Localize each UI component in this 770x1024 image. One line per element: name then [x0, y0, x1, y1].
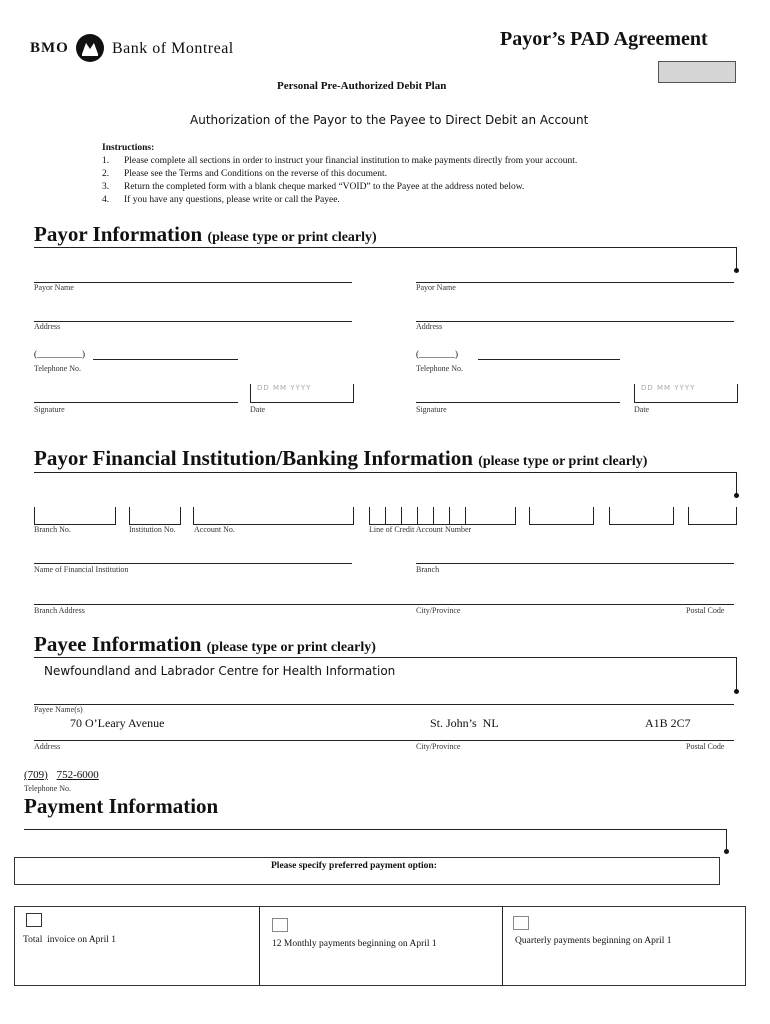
- field-line: [416, 563, 734, 564]
- section-divider: [736, 657, 737, 691]
- payee-phone[interactable]: [24, 769, 99, 781]
- financial-institution-label: Name of Financial Institution: [34, 565, 129, 574]
- payee-name-label: Payee Name(s): [34, 705, 83, 714]
- telephone-label-1: Telephone No.: [34, 364, 81, 373]
- payor-section-title: Payor Information (please type or print clearly): [34, 222, 377, 246]
- payee-telephone-label: Telephone No.: [24, 784, 71, 793]
- institution-number-field[interactable]: [129, 507, 181, 525]
- signature-line: [416, 402, 620, 403]
- financial-institution-input[interactable]: [34, 549, 352, 563]
- bmo-wordmark: BMO: [30, 40, 69, 56]
- area-code-field-2[interactable]: (________): [416, 349, 458, 359]
- payee-postal-label: Postal Code: [686, 742, 725, 751]
- branch-input[interactable]: [416, 549, 734, 563]
- monthly-payments-label: 12 Monthly payments beginning on April 1: [272, 939, 437, 949]
- date-placeholder-2: DD MM YYYY: [641, 384, 696, 392]
- payor-name-label-1: Payor Name: [34, 283, 74, 292]
- instructions-heading: Instructions:: [102, 143, 155, 153]
- section-end-dot: [734, 268, 739, 273]
- line-of-credit-field[interactable]: [369, 507, 734, 524]
- payor-name-input-2[interactable]: [416, 268, 734, 282]
- bmo-logo: [30, 34, 260, 64]
- payment-option[interactable]: [15, 907, 259, 985]
- payor-name-input-1[interactable]: [34, 268, 352, 282]
- section-end-dot: [734, 689, 739, 694]
- field-line: [34, 321, 352, 322]
- payment-option[interactable]: [260, 907, 502, 985]
- branch-number-field[interactable]: [34, 507, 116, 525]
- branch-label: Branch: [416, 565, 440, 574]
- quarterly-payments-label: Quarterly payments beginning on April 1: [515, 936, 672, 946]
- payee-name-value[interactable]: Newfoundland and Labrador Centre for Health Information: [44, 664, 396, 678]
- section-divider: [34, 657, 736, 658]
- signature-label-1: Signature: [34, 405, 65, 414]
- instruction-item: 2. Please see the Terms and Conditions on the reverse of this document.: [102, 169, 387, 179]
- payee-phone-number: 752-6000: [56, 769, 99, 781]
- payee-city-label: City/Province: [416, 742, 461, 751]
- plan-title: Personal Pre-Authorized Debit Plan: [277, 80, 447, 92]
- field-line: [34, 282, 352, 283]
- section-divider: [34, 247, 736, 248]
- branch-number-label: Branch No.: [34, 525, 71, 534]
- signature-label-2: Signature: [416, 405, 447, 414]
- institution-number-label: Institution No.: [129, 525, 176, 534]
- section-divider: [34, 472, 736, 473]
- city-province-label: City/Province: [416, 606, 461, 615]
- payment-options-table: [14, 906, 746, 986]
- payee-area-code: (709): [24, 769, 48, 781]
- payee-postal-value[interactable]: A1B 2C7: [645, 716, 691, 730]
- instruction-item: 1. Please complete all sections in order to instruct your financial institution to make payments directly from your account.: [102, 156, 578, 166]
- payment-prompt-box: [14, 857, 720, 885]
- account-number-label: Account No.: [194, 525, 235, 534]
- form-number-box[interactable]: [658, 61, 736, 83]
- bank-name: Bank of Montreal: [112, 40, 234, 57]
- payor-address-input-1[interactable]: [34, 307, 352, 321]
- address-label-2: Address: [416, 322, 443, 331]
- account-number-field[interactable]: [193, 507, 354, 525]
- line-of-credit-label: Line of Credit Account Number: [369, 525, 472, 534]
- banking-section-title: Payor Financial Institution/Banking Information (please type or print clearly): [34, 446, 648, 470]
- field-line: [34, 604, 734, 605]
- signature-line: [34, 402, 238, 403]
- payment-option[interactable]: [503, 907, 745, 985]
- field-line: [34, 563, 352, 564]
- date-label-2: Date: [634, 405, 650, 414]
- quarterly-payments-checkbox[interactable]: [513, 916, 529, 930]
- payee-city-value[interactable]: St. John’s NL: [430, 716, 499, 730]
- branch-address-input[interactable]: [34, 590, 734, 604]
- date-placeholder-1: DD MM YYYY: [257, 384, 312, 392]
- page-title: Payor’s PAD Agreement: [500, 28, 708, 50]
- date-label-1: Date: [250, 405, 266, 414]
- postal-code-label: Postal Code: [686, 606, 725, 615]
- telephone-label-2: Telephone No.: [416, 364, 463, 373]
- area-code-field-1[interactable]: (__________): [34, 349, 85, 359]
- payment-prompt: Please specify preferred payment option:: [271, 861, 437, 871]
- section-divider: [726, 829, 727, 851]
- instructions: [102, 142, 577, 207]
- payor-name-label-2: Payor Name: [416, 283, 456, 292]
- address-label-1: Address: [34, 322, 61, 331]
- section-end-dot: [734, 493, 739, 498]
- phone-line: [478, 359, 620, 360]
- payee-section-title: Payee Information (please type or print clearly): [34, 632, 376, 656]
- instruction-item: 3. Return the completed form with a blank cheque marked “VOID” to the Payee at the address noted below.: [102, 182, 525, 192]
- branch-address-label: Branch Address: [34, 606, 85, 615]
- payee-address-label: Address: [34, 742, 61, 751]
- field-line: [34, 740, 734, 741]
- payment-section-title: Payment Information: [24, 794, 219, 818]
- total-invoice-checkbox[interactable]: [26, 913, 42, 927]
- payee-address-value[interactable]: 70 O’Leary Avenue: [70, 716, 165, 730]
- instruction-item: 4. If you have any questions, please write or call the Payee.: [102, 195, 340, 205]
- payor-address-input-2[interactable]: [416, 307, 734, 321]
- authorization-title: Authorization of the Payor to the Payee to Direct Debit an Account: [190, 113, 589, 127]
- bmo-roundel-icon: [76, 34, 104, 62]
- section-end-dot: [724, 849, 729, 854]
- section-divider: [24, 829, 726, 830]
- total-invoice-label: Total invoice on April 1: [23, 935, 117, 945]
- field-line: [416, 321, 734, 322]
- field-line: [416, 282, 734, 283]
- monthly-payments-checkbox[interactable]: [272, 918, 288, 932]
- field-line: [34, 704, 734, 705]
- phone-line: [93, 359, 238, 360]
